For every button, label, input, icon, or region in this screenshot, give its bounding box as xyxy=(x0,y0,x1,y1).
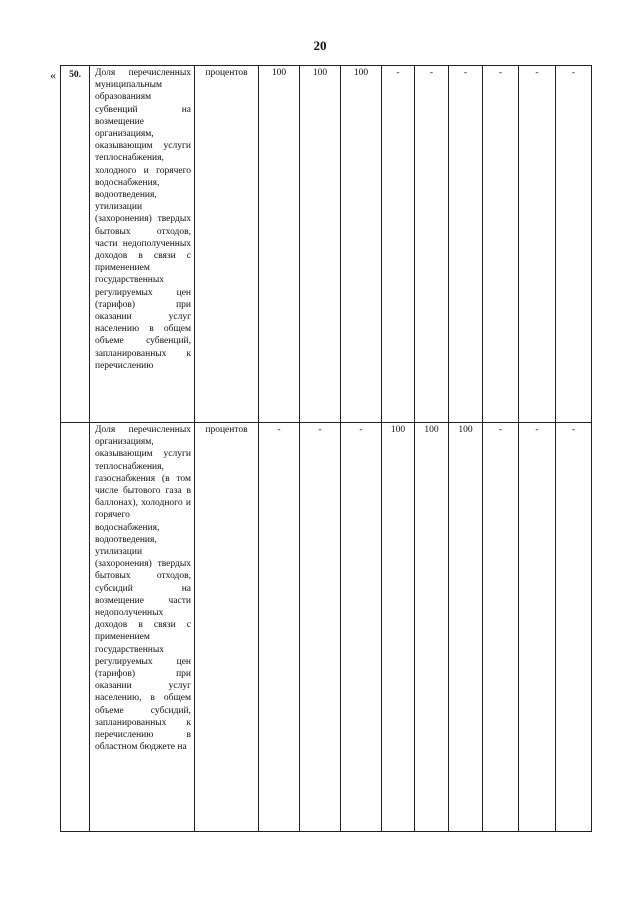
value-cell: - xyxy=(300,423,341,832)
opening-quote-mark: « xyxy=(50,68,56,82)
value-cell: 100 xyxy=(300,66,341,423)
value-cell: - xyxy=(341,423,382,832)
unit-cell: процентов xyxy=(195,423,259,832)
value-cell: 100 xyxy=(341,66,382,423)
value-cell: 100 xyxy=(415,423,449,832)
page-number: 20 xyxy=(313,38,327,53)
row-number: 50. xyxy=(61,66,90,423)
indicators-table xyxy=(60,65,592,832)
value-cell: - xyxy=(483,66,519,423)
value-cell: 100 xyxy=(259,66,300,423)
row-number xyxy=(61,423,90,832)
indicator-text: Доля перечисленных организациям, оказывающим услуги теплоснабжения, газоснабжения (в том числе бытового газа в баллонах), холодного и горячего водоснабжения, водоотведения, утилизации (захоронения) твердых бытовых отходов, субсидий на возмещение части недополученных доходов в связи с применением государственных регулируемых цен (тарифов) при оказании услуг населению, в общем объеме субсидий, запланированных к перечислению в областном бюджете на xyxy=(95,425,191,753)
indicator-text: Доля перечисленных муниципальным образованиям субвенций на возмещение организациям, оказывающим услуги теплоснабжения, холодного и горячего водоснабжения, водоотведения, утилизации (захоронения) твердых бытовых отходов, части недополученных доходов в связи с применением государственных регулируемых цен (тарифов) при оказании услуг населению в общем объеме субвенций, запланированных к перечислению xyxy=(95,68,191,371)
value-cell: - xyxy=(415,66,449,423)
value-cell: - xyxy=(483,423,519,832)
indicator-description xyxy=(90,423,195,832)
value-cell: 100 xyxy=(382,423,415,832)
table-row xyxy=(61,423,592,832)
value-cell: - xyxy=(382,66,415,423)
value-cell: 100 xyxy=(449,423,483,832)
value-cell: - xyxy=(259,423,300,832)
value-cell: - xyxy=(519,66,556,423)
indicator-description xyxy=(90,66,195,423)
value-cell: - xyxy=(556,66,592,423)
value-cell: - xyxy=(556,423,592,832)
unit-cell: процентов xyxy=(195,66,259,423)
value-cell: - xyxy=(449,66,483,423)
table-row xyxy=(61,66,592,423)
value-cell: - xyxy=(519,423,556,832)
